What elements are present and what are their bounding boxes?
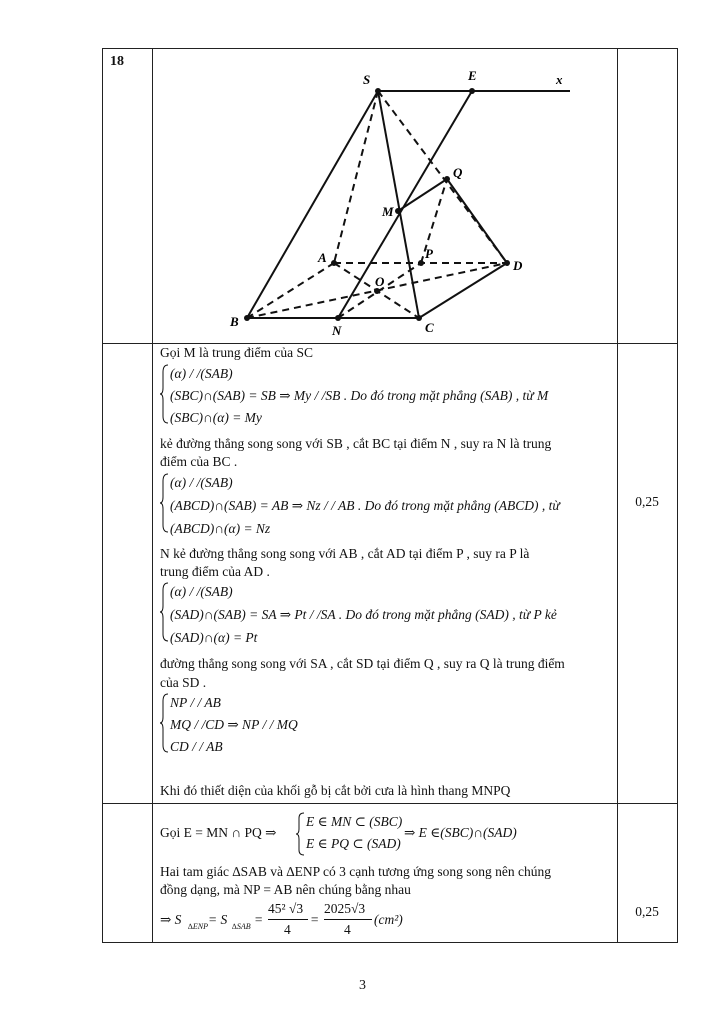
system-brace [160,582,170,646]
text-line: của SD . [160,675,207,690]
fraction-numerator: 2025√3 [324,901,366,916]
system-line: (SAD)∩(α) = Pt [170,630,258,645]
score-1: 0,25 [635,494,659,509]
system-brace [160,473,170,537]
formula-prefix: ⇒ S [160,912,182,927]
edge-SA-hidden [334,91,378,263]
formula-eq: = [254,912,264,927]
system-line: (ABCD)∩(α) = Nz [170,521,271,536]
label-P: P [425,246,433,261]
formula-eq: = [310,912,320,927]
system-brace [296,812,306,860]
row-divider-2 [102,803,678,804]
table-right-border [677,48,678,943]
fraction-numerator: 45² √3 [268,901,304,916]
edge-AB-hidden [247,263,334,318]
text-line: Hai tam giác ∆SAB và ∆ENP có 3 cạnh tương ứng song song nên chúng [160,864,551,879]
system-brace [160,364,170,428]
column-divider-1 [152,48,153,943]
label-A: A [318,250,327,265]
system-line: (SAD)∩(SAB) = SA ⇒ Pt / /SA . Do đó trong mặt phẳng (SAD) , từ P kẻ [170,607,557,622]
fraction-denominator: 4 [344,922,351,937]
system-line: E ∈ PQ ⊂ (SAD) [306,836,401,851]
label-Q: Q [453,165,463,180]
text-line: trung điểm của AD . [160,564,270,579]
edge-SD-hidden [378,91,507,263]
formula-unit: (cm²) [374,912,403,927]
system-line: (SBC)∩(α) = My [170,410,262,425]
text-line: Gọi M là trung điểm của SC [160,345,313,360]
label-N: N [332,323,342,338]
system-line: NP / / AB [170,695,221,710]
label-x: x [556,72,563,87]
label-M: M [382,204,394,219]
table-top-border [102,48,678,49]
system-line: (α) / /(SAB) [170,475,233,490]
formula-sub: ∆ENP [188,922,209,931]
system-line: (α) / /(SAB) [170,366,233,381]
text-line: đường thẳng song song với SA , cắt SD tại điểm Q , suy ra Q là trung điểm [160,656,565,671]
text-line: đồng dạng, mà NP = AB nên chúng bằng nhau [160,882,411,897]
area-formula [160,900,460,940]
table-bottom-border [102,942,678,943]
system-line: ⇒ E ∈(SBC)∩(SAD) [404,825,517,840]
table-left-border [102,48,103,943]
formula-eq: = S [208,912,228,927]
text-line: Gọi E = MN ∩ PQ ⇒ [160,825,277,840]
text-line: kẻ đường thẳng song song với SB , cắt BC tại điểm N , suy ra N là trung [160,436,552,451]
system-line: MQ / /CD ⇒ NP / / MQ [170,717,298,732]
label-C: C [425,320,434,335]
label-S: S [363,72,371,87]
formula-sub: ∆SAB [232,922,251,931]
label-D: D [513,258,523,273]
edge-QD [447,179,507,263]
system-line: CD / / AB [170,739,223,754]
label-B: B [230,314,239,329]
system-line: (ABCD)∩(SAB) = AB ⇒ Nz / / AB . Do đó trong mặt phẳng (ABCD) , từ [170,498,560,513]
system-line: (α) / /(SAB) [170,584,233,599]
page-number: 3 [359,978,366,993]
question-number: 18 [110,54,124,69]
label-O: O [375,274,385,289]
text-line: điểm của BC . [160,454,238,469]
edge-MQ [398,179,447,211]
system-line: (SBC)∩(SAB) = SB ⇒ My / /SB . Do đó trong mặt phẳng (SAB) , từ M [170,388,549,403]
score-2: 0,25 [635,904,659,919]
text-line: N kẻ đường thẳng song song với AB , cắt AD tại điểm P , suy ra P là [160,546,530,561]
pyramid-figure [220,60,590,340]
fraction-denominator: 4 [284,922,291,937]
system-brace [160,693,170,757]
label-E: E [468,68,477,83]
text-line: Khi đó thiết diện của khối gỗ bị cắt bởi cưa là hình thang MNPQ [160,783,511,798]
system-line: E ∈ MN ⊂ (SBC) [306,814,403,829]
edge-CD [419,263,507,318]
